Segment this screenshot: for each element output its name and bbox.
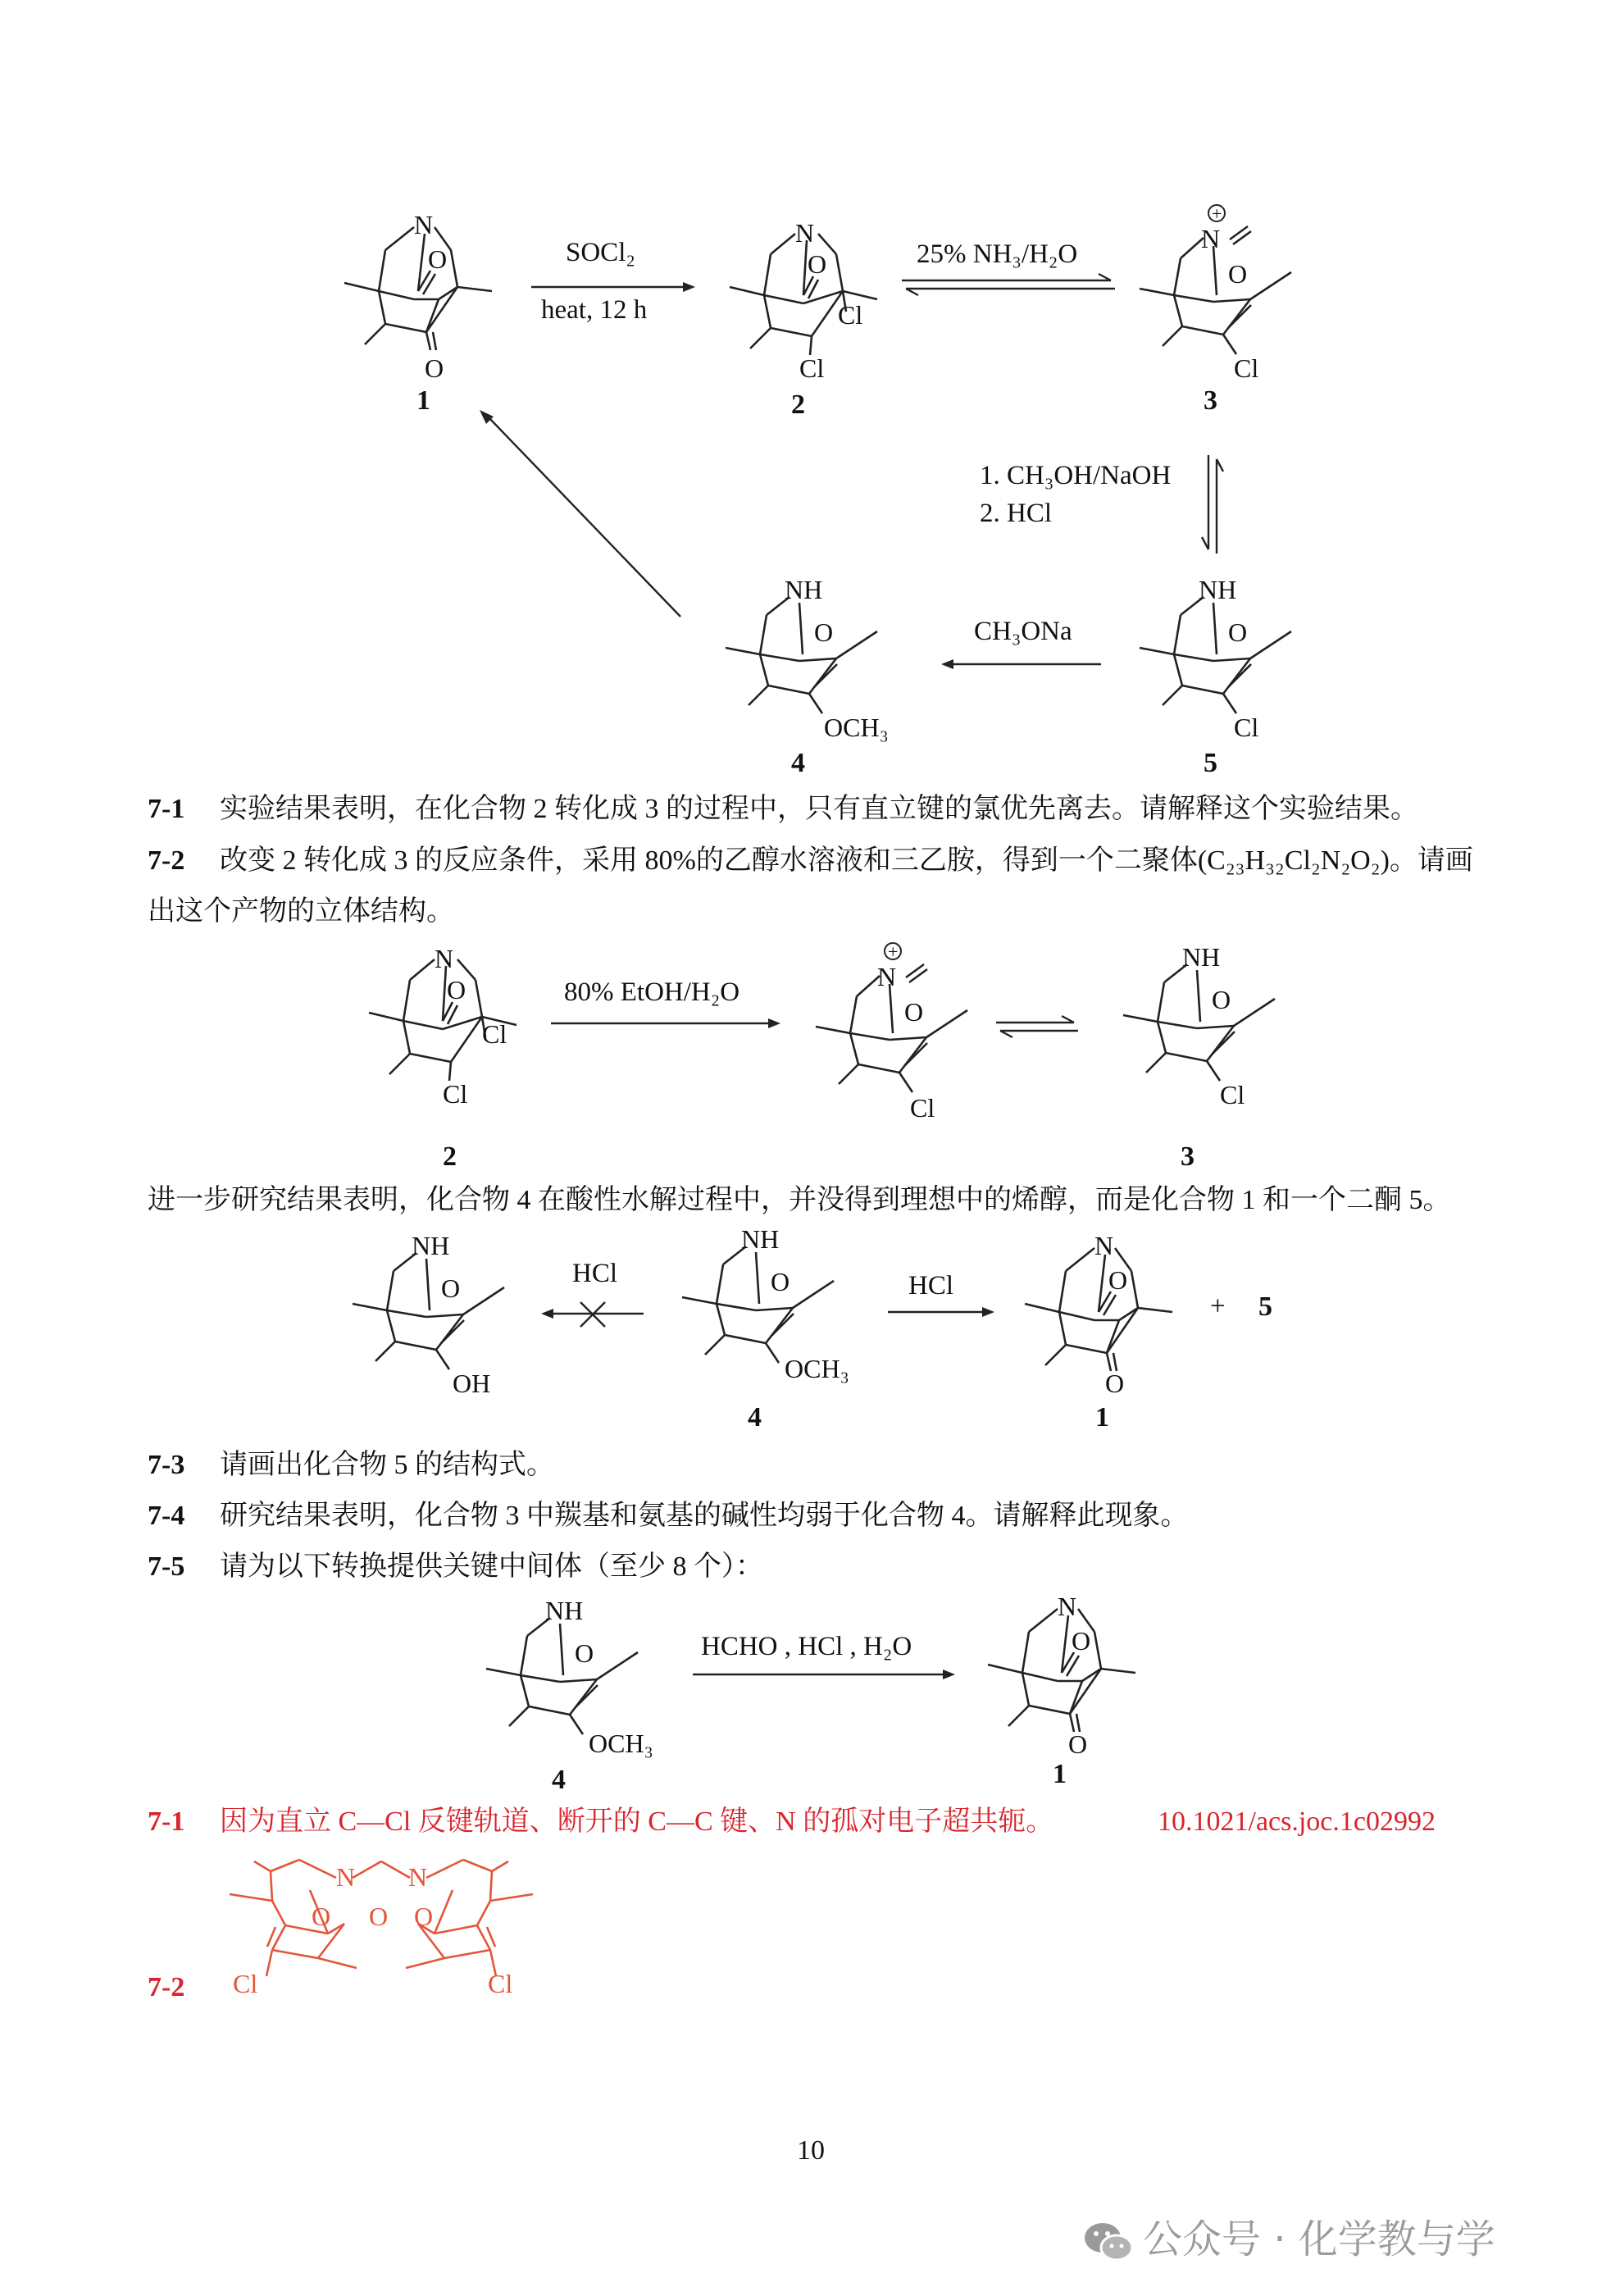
atom-nh: NH <box>1182 942 1221 972</box>
scheme3-compound-1-structure <box>1017 1230 1181 1398</box>
answer-number: 7-2 <box>148 1972 185 2002</box>
atom-o: O <box>904 997 924 1027</box>
atom-cl: Cl <box>443 1079 468 1109</box>
question-7-5 <box>148 1549 763 1585</box>
atom-nh: NH <box>741 1224 780 1254</box>
answer-7-2 <box>148 1970 220 2006</box>
question-text: 请画出化合物 5 的结构式。 <box>220 1450 554 1480</box>
question-number: 7-2 <box>148 845 185 876</box>
atom-o: O <box>1108 1265 1128 1295</box>
atom-o: O <box>441 1273 461 1303</box>
scheme3-label-4: 4 <box>748 1402 762 1433</box>
scheme4-compound-1-structure <box>980 1591 1144 1759</box>
condition-hcl: 2. HCl <box>980 499 1053 528</box>
answer-number: 7-1 <box>148 1806 185 1837</box>
wechat-icon <box>1082 2220 1135 2264</box>
further-research-text: 进一步研究结果表明，化合物 4 在酸性水解过程中，并没得到理想中的烯醇，而是化合物 1 和一个二酮 5。 <box>148 1185 1451 1215</box>
atom-o: O <box>425 353 444 383</box>
question-7-3 <box>148 1447 554 1483</box>
question-text: 实验结果表明，在化合物 2 转化成 3 的过程中，只有直立键的氯优先离去。请解释这个实验结果。 <box>220 794 1418 824</box>
atom-o: O <box>1068 1729 1088 1759</box>
scheme2-label-3: 3 <box>1181 1141 1195 1172</box>
condition-ch3ona: CH₃ONa <box>974 617 1072 646</box>
condition-hcl-blocked: HCl <box>572 1259 618 1288</box>
condition-heat: heat, 12 h <box>541 295 648 325</box>
atom-nh: NH <box>785 575 823 604</box>
compound-1-structure <box>336 209 500 383</box>
atom-cl: Cl <box>838 300 863 330</box>
scheme2-iminium-structure <box>808 935 988 1123</box>
question-7-1 <box>148 791 1418 827</box>
compound-4-structure <box>717 574 914 746</box>
answer-7-2-dimer-structure <box>221 1845 541 2001</box>
atom-n: N <box>408 1862 428 1892</box>
condition-hcl-forward: HCl <box>908 1271 954 1301</box>
scheme4-label-4: 4 <box>552 1765 566 1795</box>
atom-cl: Cl <box>1220 1080 1245 1109</box>
atom-o: O <box>808 249 827 279</box>
doi-reference: 10.1021/acs.joc.1c02992 <box>1158 1806 1436 1837</box>
atom-n: N <box>1094 1231 1114 1260</box>
atom-cl: Cl <box>482 1019 507 1049</box>
question-7-2 <box>148 843 1473 879</box>
question-text: 请为以下转换提供关键中间体（至少 8 个）： <box>220 1551 763 1582</box>
condition-hcho-hcl-h2o: HCHO , HCl , H₂O <box>701 1632 912 1661</box>
atom-o: O <box>447 975 466 1004</box>
atom-och3: OCH₃ <box>785 1354 849 1383</box>
compound-label-4: 4 <box>791 748 805 778</box>
scheme4-compound-4-structure <box>478 1595 675 1767</box>
equilibrium-arrow-3-5 <box>1205 455 1222 554</box>
reaction-arrow-4-1 <box>480 410 685 623</box>
scheme2-label-2: 2 <box>443 1141 457 1172</box>
atom-nh: NH <box>1199 575 1237 604</box>
atom-oh: OH <box>453 1369 491 1398</box>
page-number: 10 <box>797 2135 825 2166</box>
atom-cl: Cl <box>488 1969 513 1998</box>
scheme3-label-1: 1 <box>1095 1402 1109 1433</box>
question-number: 7-5 <box>148 1551 185 1582</box>
scheme2-reaction-arrow <box>551 1015 780 1032</box>
question-text: 改变 2 转化成 3 的反应条件，采用 80%的乙醇水溶液和三乙胺，得到一个二聚体(C₂₃H₃₂Cl₂N₂O₂)。请画 <box>220 845 1473 876</box>
atom-o: O <box>575 1638 594 1668</box>
atom-o: O <box>1105 1369 1125 1398</box>
atom-o: O <box>1228 259 1248 289</box>
scheme3-blocked-arrow <box>541 1302 648 1335</box>
atom-cl: Cl <box>1234 713 1259 742</box>
atom-o: O <box>414 1902 434 1931</box>
atom-och3: OCH₃ <box>589 1729 653 1758</box>
question-7-2-continued: 出这个产物的立体结构。 <box>148 896 454 927</box>
plus-sign: + <box>1210 1292 1226 1321</box>
condition-nh3-h2o: 25% NH₃/H₂O <box>917 239 1078 269</box>
scheme2-equilibrium-arrow <box>996 1019 1078 1036</box>
atom-o: O <box>312 1902 331 1931</box>
compound-2-structure <box>721 217 885 381</box>
scheme4-reaction-arrow <box>693 1666 955 1683</box>
reaction-arrow-1-2 <box>531 279 695 295</box>
plus-charge: + <box>1212 203 1222 224</box>
atom-nh: NH <box>412 1231 450 1260</box>
compound-3-structure <box>1131 197 1312 385</box>
scheme3-compound-4-structure <box>674 1223 871 1396</box>
atom-n: N <box>877 962 897 991</box>
atom-n: N <box>795 218 815 248</box>
scheme3-reaction-arrow <box>888 1304 994 1320</box>
diketone-label-5: 5 <box>1258 1292 1272 1322</box>
watermark-text: 公众号 · 化学教与学 <box>1143 2216 1495 2262</box>
equilibrium-arrow-2-3 <box>902 277 1115 294</box>
atom-n: N <box>336 1862 356 1892</box>
scheme2-compound-2-structure <box>361 943 525 1107</box>
atom-o: O <box>1072 1626 1091 1656</box>
question-number: 7-4 <box>148 1501 185 1531</box>
atom-cl: Cl <box>799 353 825 383</box>
atom-o: O <box>814 617 834 647</box>
reaction-arrow-5-4 <box>941 656 1105 672</box>
atom-o: O <box>771 1267 790 1296</box>
atom-cl: Cl <box>910 1093 935 1123</box>
compound-label-3: 3 <box>1204 385 1217 416</box>
atom-o: O <box>1212 985 1231 1014</box>
compound-label-1: 1 <box>416 385 430 416</box>
condition-socl2: SOCl₂ <box>566 238 635 267</box>
atom-och3: OCH₃ <box>824 713 889 742</box>
atom-n: N <box>1201 224 1221 253</box>
atom-o: O <box>428 244 448 274</box>
compound-label-5: 5 <box>1204 748 1217 778</box>
atom-nh: NH <box>545 1596 584 1625</box>
compound-5-structure <box>1131 574 1312 746</box>
question-7-4 <box>148 1498 1189 1534</box>
scheme2-compound-3-structure <box>1115 941 1295 1114</box>
question-text: 研究结果表明，化合物 3 中羰基和氨基的碱性均弱于化合物 4。请解释此现象。 <box>220 1501 1189 1531</box>
atom-cl: Cl <box>1234 353 1259 383</box>
atom-n: N <box>1058 1592 1077 1621</box>
question-number: 7-1 <box>148 794 185 824</box>
scheme3-enol-structure <box>344 1230 525 1402</box>
watermark <box>1082 2207 1495 2264</box>
scheme4-label-1: 1 <box>1053 1759 1067 1789</box>
condition-ch3oh-naoh: 1. CH₃OH/NaOH <box>980 461 1172 490</box>
atom-cl: Cl <box>233 1969 258 1998</box>
answer-7-1 <box>148 1804 1053 1840</box>
atom-n: N <box>435 944 454 973</box>
question-number: 7-3 <box>148 1450 185 1480</box>
atom-o: O <box>369 1902 389 1931</box>
compound-label-2: 2 <box>791 390 805 420</box>
plus-charge: + <box>888 941 899 962</box>
atom-o: O <box>1228 617 1248 647</box>
condition-etoh-h2o: 80% EtOH/H₂O <box>564 977 740 1007</box>
answer-text: 因为直立 C—Cl 反键轨道、断开的 C—C 键、N 的孤对电子超共轭。 <box>220 1806 1054 1837</box>
atom-n: N <box>414 210 434 239</box>
